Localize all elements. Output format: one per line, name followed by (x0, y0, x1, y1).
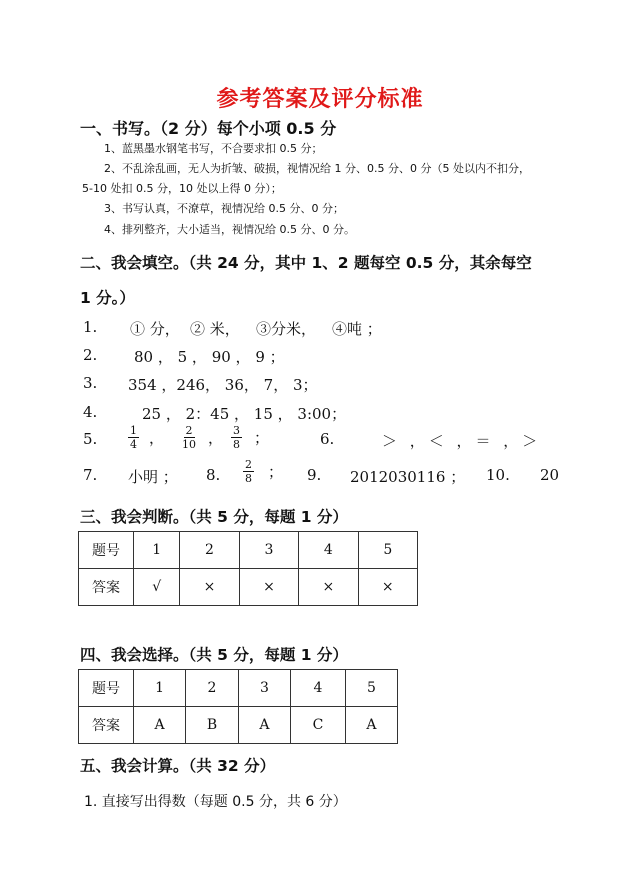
choice-answer-1: A (134, 707, 186, 744)
q1-answer-c: ③分米， (256, 320, 317, 338)
q10-number: 10. (486, 466, 510, 484)
judge-number-4: 4 (299, 532, 358, 569)
choice-number-1: 1 (134, 670, 186, 707)
judge-answer-5: × (358, 569, 417, 606)
choice-answer-5: A (345, 707, 397, 744)
page-title: 参考答案及评分标准 (216, 87, 424, 112)
section2-heading-line2: 1 分。） (80, 289, 135, 307)
choice-row-label-number: 题号 (79, 670, 134, 707)
section1-item-1: 1、蓝黑墨水钢笔书写，不合要求扣 0.5 分； (104, 142, 323, 155)
choice-number-2: 2 (186, 670, 239, 707)
section4-heading: 四、我会选择。（共 5 分，每题 1 分） (80, 646, 348, 664)
judge-number-3: 3 (239, 532, 298, 569)
judge-number-5: 5 (358, 532, 417, 569)
q1-answer-d: ④吨 ； (332, 320, 382, 338)
q5-fraction-1: $\frac{1}{4}$ (130, 424, 137, 451)
section2-heading-line1: 二、我会填空。（共 24 分，其中 1、2 题每空 0.5 分，其余每空 (80, 254, 532, 272)
section1-heading: 一、书写。（2 分）每个小项 0.5 分 (80, 119, 337, 138)
choice-number-4: 4 (291, 670, 346, 707)
q6-number: 6. (320, 430, 335, 448)
q8-number: 8. (206, 466, 221, 484)
choice-number-5: 5 (345, 670, 397, 707)
q1-answer-a: ① 分， (130, 320, 180, 338)
choice-answer-2: B (186, 707, 239, 744)
judge-number-2: 2 (180, 532, 239, 569)
q8-fraction: $\frac{2}{8}$ (245, 458, 252, 485)
q4-number: 4. (83, 403, 98, 421)
section1-item-3: 3、书写认真，不潦草，视情况给 0.5 分、0 分； (104, 202, 344, 215)
q9-answer: 2012030116 ； (350, 468, 466, 486)
q8-answer: $\frac{2}{8}$ ； (245, 458, 284, 485)
choice-table (78, 669, 398, 744)
judge-answer-4: × (299, 569, 358, 606)
judge-answer-3: × (239, 569, 298, 606)
q5-number: 5. (83, 430, 98, 448)
choice-number-3: 3 (238, 670, 290, 707)
q3-number: 3. (83, 374, 98, 392)
q5-answer: $\frac{1}{4}$ ， $\frac{2}{10}$ ， $\frac{3}{8}$ ； (130, 424, 270, 451)
choice-row-label-answer: 答案 (79, 707, 134, 744)
q3-answer: 354 ，246， 36， 7， 3； (128, 376, 318, 394)
section1-item-4: 4、排列整齐，大小适当，视情况给 0.5 分、0 分。 (104, 223, 355, 236)
q2-answer: 80 ， 5 ， 90 ， 9 ； (134, 348, 285, 366)
q10-answer: 20 (540, 466, 560, 484)
section5-sub1: 1. 直接写出得数（每题 0.5 分，共 6 分） (84, 794, 347, 810)
judge-answer-2: × (180, 569, 239, 606)
q4-answer: 25 ， 2：45 ， 15 ， 3:00； (142, 405, 347, 423)
judge-row-label-answer: 答案 (79, 569, 134, 606)
section1-item-2-cont: 5-10 处扣 0.5 分，10 处以上得 0 分）； (82, 182, 282, 195)
judge-answer-1: √ (134, 569, 180, 606)
choice-answer-4: C (291, 707, 346, 744)
q9-number: 9. (307, 466, 322, 484)
section3-heading: 三、我会判断。（共 5 分，每题 1 分） (80, 508, 348, 526)
q5-fraction-3: $\frac{3}{8}$ (233, 424, 241, 451)
q7-answer: 小明 ； (128, 468, 178, 486)
q2-number: 2. (83, 346, 98, 364)
q6-answer: ＞ ，＜ ，＝ ，＞ (382, 432, 542, 450)
choice-answer-3: A (238, 707, 290, 744)
section1-item-2: 2、不乱涂乱画，无人为折皱、破损，视情况给 1 分、0.5 分、0 分（5 处以内不扣分， (104, 162, 530, 175)
q5-fraction-2: $\frac{2}{10}$ (182, 424, 197, 451)
section5-heading: 五、我会计算。（共 32 分） (80, 757, 276, 775)
judge-row-label-number: 题号 (79, 532, 134, 569)
judge-table (78, 531, 418, 606)
q1-answer-b: ② 米， (190, 320, 240, 338)
q1-number: 1. (83, 318, 98, 336)
judge-number-1: 1 (134, 532, 180, 569)
q7-number: 7. (83, 466, 98, 484)
